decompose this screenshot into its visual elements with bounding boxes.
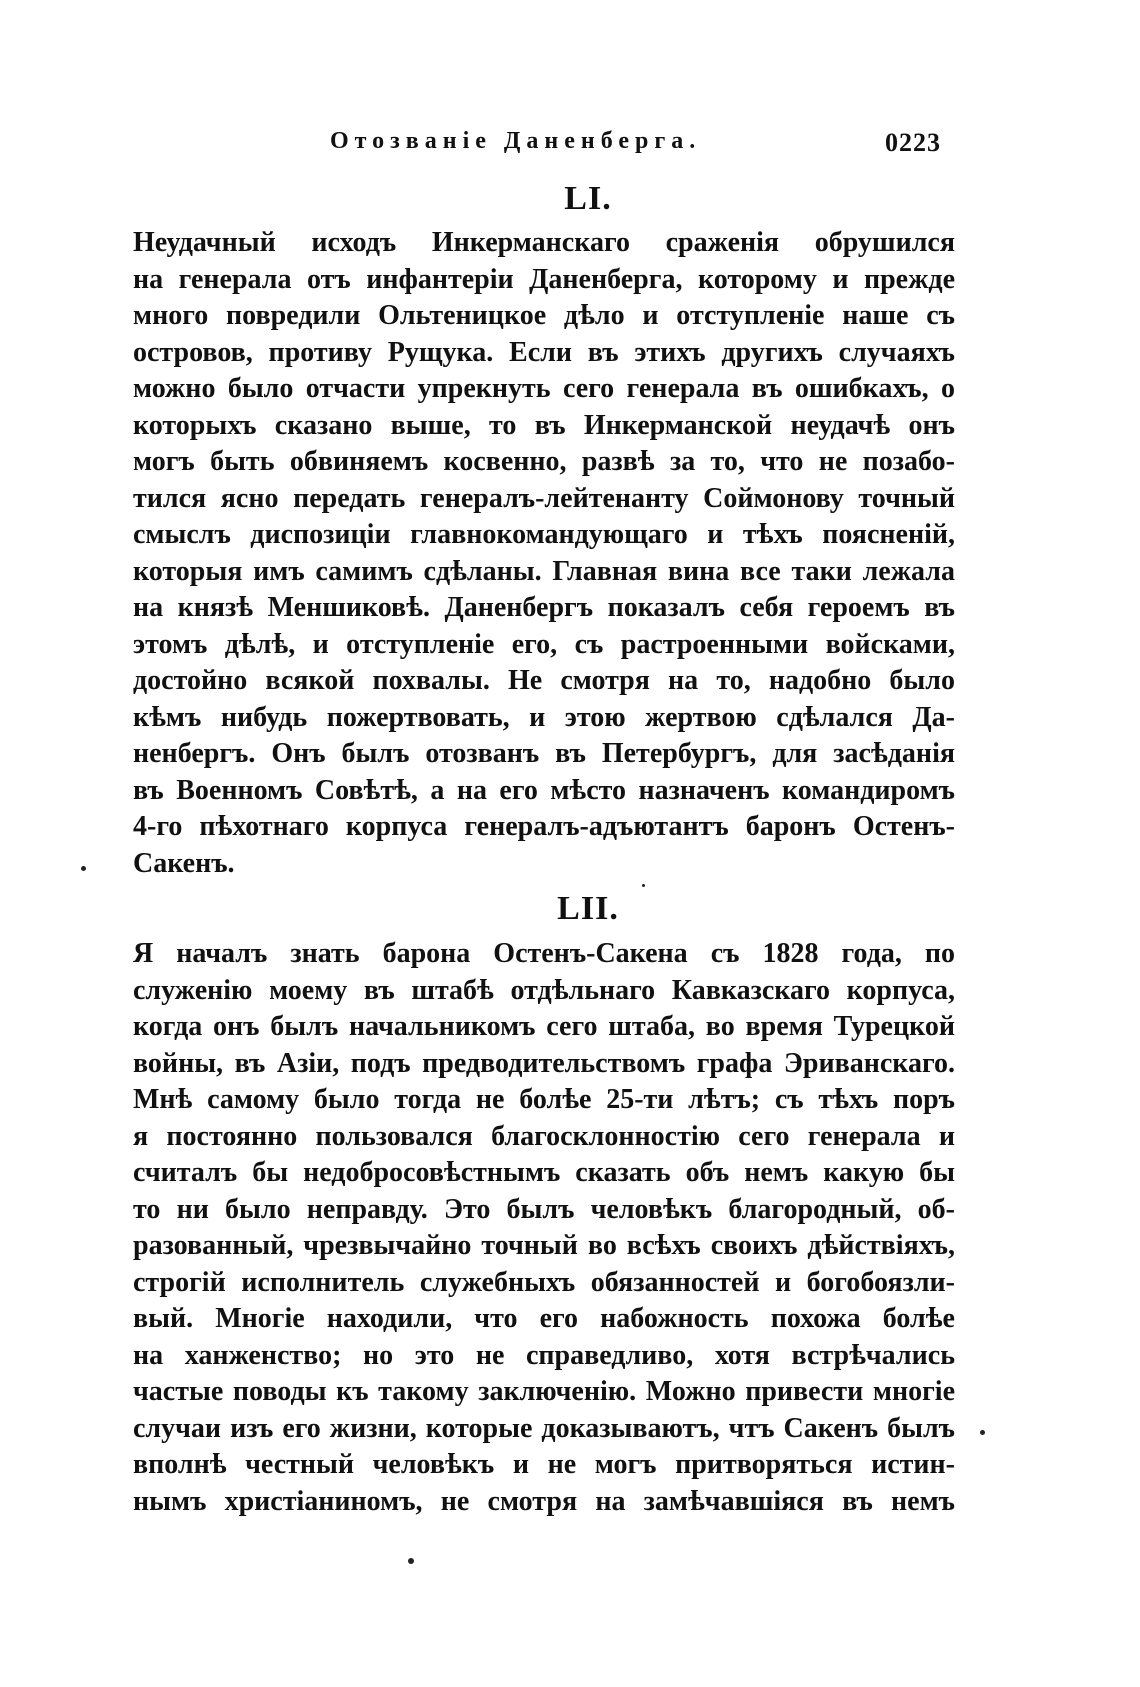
text-line: смыслъ диспозиціи главнокомандующаго и тѣхъ поясненій,	[133, 519, 955, 550]
section-heading-lii: LII.	[557, 890, 619, 927]
text-line: Я началъ знать барона Остенъ-Сакена съ 1828 года, по	[133, 938, 955, 969]
text-line: которыхъ сказано выше, то въ Инкерманской неудачѣ онъ	[133, 409, 955, 441]
text-line: 4-го пѣхотнаго корпуса генералъ-адъютантъ баронъ Остенъ-	[133, 811, 955, 842]
section-li-paragraph	[133, 225, 955, 882]
ink-speck	[642, 884, 645, 887]
running-title: Отозваніе Даненберга.	[330, 128, 702, 154]
text-line: служенію моему въ штабѣ отдѣльнаго Кавказскаго корпуса,	[133, 974, 955, 1006]
text-line: я постоянно пользовался благосклонностію сего генерала и	[133, 1120, 955, 1152]
text-line: вполнѣ честный человѣкъ и не могъ притворяться истин-	[133, 1449, 955, 1480]
text-line: частые поводы къ такому заключенію. Можно привести многіе	[133, 1376, 955, 1407]
text-line: островов, противу Рущука. Если въ этихъ другихъ случаяхъ	[133, 336, 955, 368]
text-line: могъ быть обвиняемъ косвенно, развѣ за то, что не позабо-	[133, 446, 955, 477]
text-line: Мнѣ самому было тогда не болѣе 25-ти лѣтъ; съ тѣхъ поръ	[133, 1084, 955, 1115]
text-line: этомъ дѣлѣ, и отступленіе его, съ растроенными войсками,	[133, 628, 955, 660]
text-line: тился ясно передать генералъ-лейтенанту Соймонову точный	[133, 482, 955, 514]
text-line: на князѣ Меншиковѣ. Даненбергъ показалъ себя героемъ въ	[133, 592, 955, 623]
text-line: Сакенъ.	[133, 847, 235, 879]
text-line: когда онъ былъ начальникомъ сего штаба, во время Турецкой	[133, 1011, 955, 1042]
text-line: на ханженство; но это не справедливо, хотя встрѣчались	[133, 1339, 955, 1371]
text-line: нымъ христіаниномъ, не смотря на замѣчавшіяся въ немъ	[133, 1485, 955, 1517]
text-line: много повредили Ольтеницкое дѣло и отступленіе наше съ	[133, 300, 955, 331]
text-line: Неудачный исходъ Инкерманскаго сраженія обрушился	[133, 227, 955, 258]
text-line: ненбергъ. Онъ былъ отозванъ въ Петербургъ, для засѣданія	[133, 738, 955, 769]
text-line: разованный, чрезвычайно точный во всѣхъ своихъ дѣйствіяхъ,	[133, 1230, 955, 1261]
text-line: вый. Многіе находили, что его набожность похожа болѣе	[133, 1303, 955, 1334]
text-line: на генерала отъ инфантеріи Даненберга, которому и прежде	[133, 263, 955, 295]
ink-speck	[408, 1558, 414, 1564]
page-number: 0223	[885, 128, 941, 157]
text-line: которыя имъ самимъ сдѣланы. Главная вина все таки лежала	[133, 555, 955, 587]
ink-speck	[81, 866, 86, 871]
text-line: можно было отчасти упрекнуть сего генерала въ ошибкахъ, о	[133, 373, 955, 404]
text-line: кѣмъ нибудь пожертвовать, и этою жертвою сдѣлался Да-	[133, 701, 955, 733]
section-heading-li: LI.	[564, 180, 612, 217]
text-line: достойно всякой похвалы. Не смотря на то, надобно было	[133, 665, 955, 696]
text-line: случаи изъ его жизни, которые доказываютъ, чтъ Сакенъ былъ	[133, 1412, 955, 1444]
section-lii-paragraph	[133, 936, 955, 1520]
ink-speck	[980, 1430, 985, 1435]
text-line: строгій исполнитель служебныхъ обязанностей и богобоязли-	[133, 1266, 955, 1298]
text-line: войны, въ Азіи, подъ предводительствомъ графа Эриванскаго.	[133, 1047, 955, 1079]
text-line: то ни было неправду. Это былъ человѣкъ благородный, об-	[133, 1193, 955, 1225]
text-line: считалъ бы недобросовѣстнымъ сказать объ немъ какую бы	[133, 1157, 955, 1188]
text-line: въ Военномъ Совѣтѣ, а на его мѣсто назначенъ командиромъ	[133, 774, 955, 806]
